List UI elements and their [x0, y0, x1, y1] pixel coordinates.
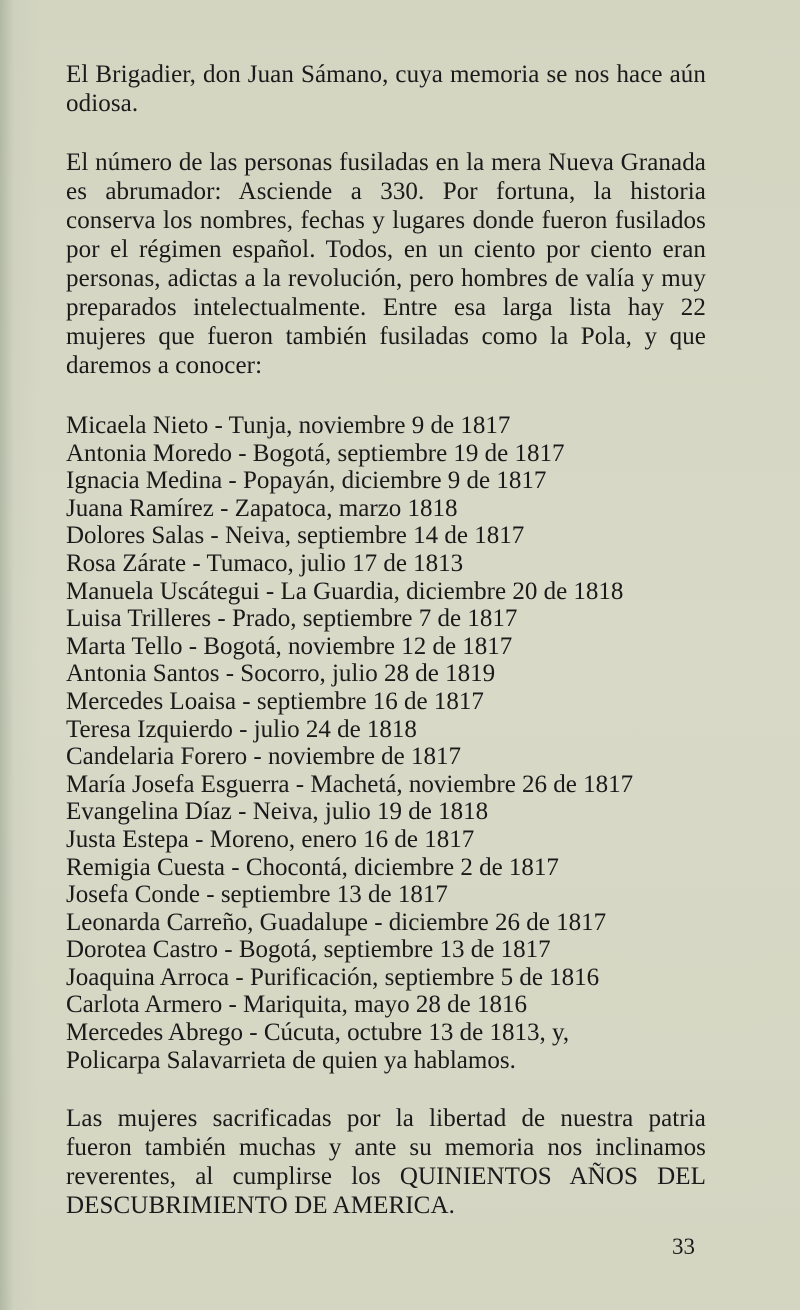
- list-item: Leonarda Carreño, Guadalupe - diciembre 26 de 1817: [66, 908, 607, 936]
- list-item: Evangelina Díaz - Neiva, julio 19 de 1818: [66, 798, 489, 826]
- list-item: Policarpa Salavarrieta de quien ya hablamos.: [66, 1046, 516, 1074]
- list-item: Micaela Nieto - Tunja, noviembre 9 de 1817: [66, 412, 511, 439]
- intro-paragraph: El Brigadier, don Juan Sámano, cuya memoria se nos hace aún odiosa.: [66, 61, 706, 117]
- list-item: Ignacia Medina - Popayán, diciembre 9 de 1817: [66, 467, 547, 495]
- list-item: Remigia Cuesta - Chocontá, diciembre 2 de 1817: [66, 853, 559, 881]
- list-item: Justa Estepa - Moreno, enero 16 de 1817: [66, 825, 475, 853]
- list-item: Rosa Zárate - Tumaco, julio 17 de 1813: [66, 549, 464, 577]
- executions-paragraph: El número de las personas fusiladas en la mera Nueva Granada es abrumador: Asciende a 330. Por fortuna, la historia conserva los nombres, fechas y lugares donde fueron fusilados por el régimen español. Todos, en un ciento por ciento eran personas, adictas a la revolución, pero hombres de valía y muy preparados intelectualmente. Entre esa larga lista hay 22 mujeres que fueron también fusiladas como la Pola, y que daremos a conocer:: [66, 149, 706, 379]
- list-item: Manuela Uscátegui - La Guardia, diciembre 20 de 1818: [66, 577, 624, 605]
- list-item: Joaquina Arroca - Purificación, septiembre 5 de 1816: [66, 963, 600, 991]
- list-item: Mercedes Loaisa - septiembre 16 de 1817: [66, 687, 484, 715]
- page-content: [66, 60, 706, 1220]
- list-item: Josefa Conde - septiembre 13 de 1817: [66, 881, 448, 909]
- list-item: Dolores Salas - Neiva, septiembre 14 de 1817: [66, 522, 525, 550]
- closing-paragraph: Las mujeres sacrificadas por la libertad de nuestra patria fueron también muchas y ante su memoria nos inclinamos reverentes, al cumplirse los QUINIENTOS AÑOS DEL DESCUBRIMIENTO DE AMERICA.: [66, 1105, 706, 1220]
- list-item: Juana Ramírez - Zapatoca, marzo 1818: [66, 494, 458, 522]
- list-item: Carlota Armero - Mariquita, mayo 28 de 1816: [66, 991, 527, 1019]
- list-item: María Josefa Esguerra - Machetá, noviembre 26 de 1817: [66, 770, 634, 798]
- list-item: Marta Tello - Bogotá, noviembre 12 de 1817: [66, 632, 513, 660]
- list-item: Luisa Trilleres - Prado, septiembre 7 de 1817: [66, 605, 518, 633]
- executed-women-list: [66, 412, 706, 1074]
- list-item: Antonia Moredo - Bogotá, septiembre 19 de 1817: [66, 439, 565, 467]
- list-item: Mercedes Abrego - Cúcuta, octubre 13 de 1813, y,: [66, 1019, 570, 1047]
- list-item: Candelaria Forero - noviembre de 1817: [66, 743, 462, 771]
- list-item: Teresa Izquierdo - julio 24 de 1818: [66, 715, 417, 743]
- list-item: Dorotea Castro - Bogotá, septiembre 13 de 1817: [66, 936, 551, 964]
- page-number: 33: [672, 1234, 695, 1259]
- list-item: Antonia Santos - Socorro, julio 28 de 1819: [66, 660, 496, 688]
